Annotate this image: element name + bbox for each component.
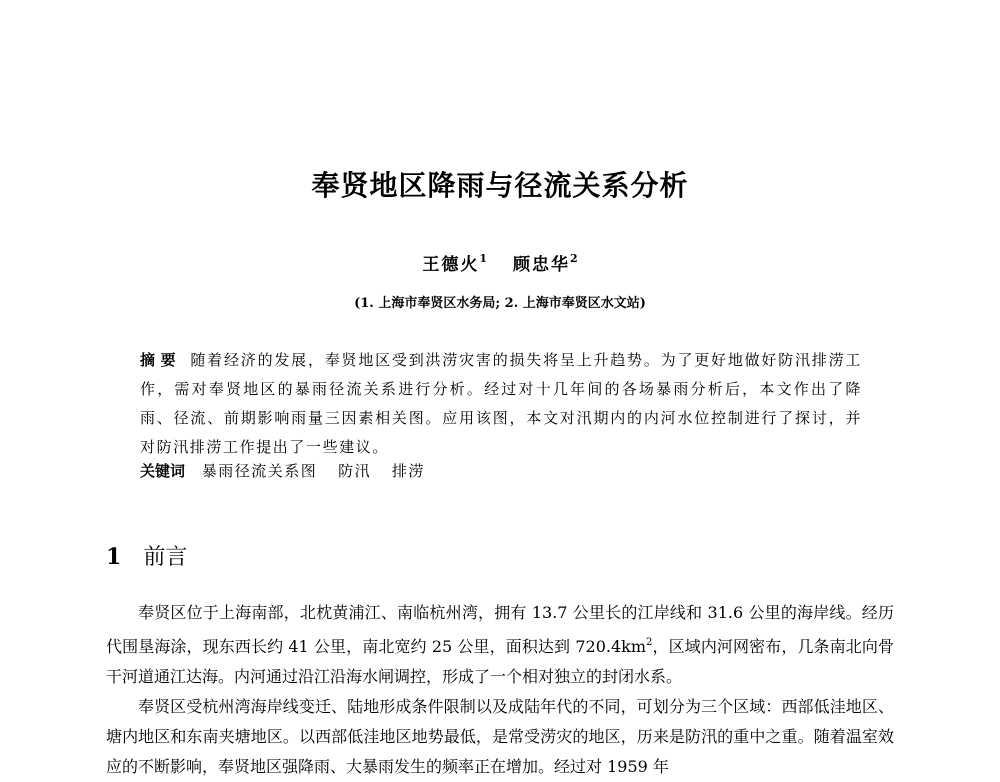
keywords-label: 关键词 xyxy=(140,462,186,480)
paragraph xyxy=(106,692,894,782)
author-affiliation-mark: 2 xyxy=(570,252,578,265)
keyword: 防汛 xyxy=(338,462,372,480)
paragraph-text: ，区域内河网密布，几条南北向骨干河道通江达海。内河通过沿江沿海水闸调控，形成了一个相对独立的封闭水系。 xyxy=(106,637,894,686)
affiliations: (1. 上海市奉贤区水务局; 2. 上海市奉贤区水文站) xyxy=(354,296,646,311)
abstract-text: 随着经济的发展，奉贤地区受到洪涝灾害的损失将呈上升趋势。为了更好地做好防汛排涝工作，需对奉贤地区的暴雨径流关系进行分析。经过对十几年间的各场暴雨分析后，本文作出了降雨、径流、前期影响雨量三因素相关图。应用该图，本文对汛期内的内河水位控制进行了探讨，并对防汛排涝工作提出了一些建议。 xyxy=(140,351,862,456)
section-title: 前言 xyxy=(143,545,188,570)
keyword: 暴雨径流关系图 xyxy=(201,462,318,480)
section-number: 1 xyxy=(106,544,122,570)
body-text xyxy=(106,598,894,782)
author-name: 顾忠华 xyxy=(513,255,570,275)
keywords xyxy=(140,460,862,482)
abstract xyxy=(140,346,862,462)
abstract-label: 摘 要 xyxy=(140,351,176,369)
superscript: 2 xyxy=(646,637,653,648)
paper-title: 奉贤地区降雨与径流关系分析 xyxy=(311,169,689,202)
keyword: 排涝 xyxy=(391,462,425,480)
paragraph-text: 奉贤区受杭州湾海岸线变迁、陆地形成条件限制以及成陆年代的不同，可划分为三个区域：西部低洼地区、塘内地区和东南夹塘地区。以西部低洼地区地势最低，是常受涝灾的地区，历来是防汛的重中之重。随着温室效应的不断影响，奉贤地区强降雨、大暴雨发生的频率正在增加。经过对 1959 年 xyxy=(106,697,894,776)
author-affiliation-mark: 1 xyxy=(479,252,487,265)
author-list xyxy=(0,250,1000,275)
paragraph xyxy=(106,598,894,692)
section-heading xyxy=(106,540,187,571)
author-name: 王德火 xyxy=(422,255,480,275)
paragraph-text: 奉贤区位于上海南部，北枕黄浦江、南临杭州湾，拥有 13.7 公里长的江岸线和 31.6 公里的海岸线。经历代围垦海涂，现东西长约 41 公里，南北宽约 25 公里，面积达到 720.4km xyxy=(106,603,894,656)
